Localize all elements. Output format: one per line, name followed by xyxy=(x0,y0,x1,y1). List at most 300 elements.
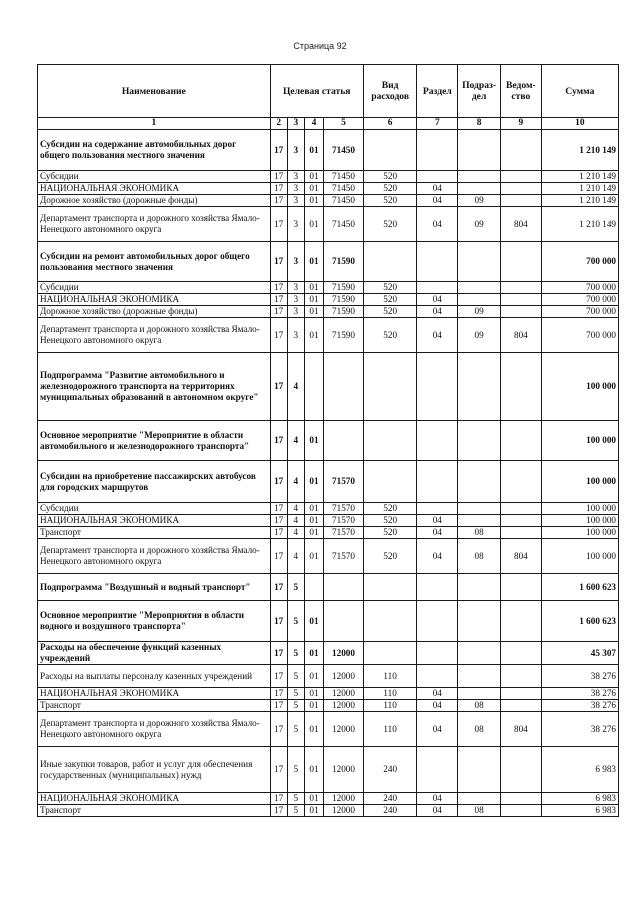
table-row xyxy=(38,195,619,207)
target-code-1: 17 xyxy=(270,712,287,747)
row-name: Субсидии на содержание автомобильных дорог общего пользования местного значения xyxy=(38,130,271,171)
table-row xyxy=(38,183,619,195)
col-header-expense-type: Вид расходов xyxy=(363,65,417,118)
subsection-cell xyxy=(458,665,501,688)
target-code-3: 01 xyxy=(304,461,323,503)
target-code-1: 17 xyxy=(270,805,287,817)
target-code-4: 71450 xyxy=(324,171,364,183)
target-code-3: 01 xyxy=(304,195,323,207)
expense-type-cell: 240 xyxy=(363,805,417,817)
target-code-3: 01 xyxy=(304,688,323,700)
section-cell: 04 xyxy=(417,294,458,306)
target-code-4: 12000 xyxy=(324,665,364,688)
row-name: НАЦИОНАЛЬНАЯ ЭКОНОМИКА xyxy=(38,515,271,527)
section-cell xyxy=(417,282,458,294)
table-row xyxy=(38,712,619,747)
target-code-2: 3 xyxy=(287,130,304,171)
col-header-amount: Сумма xyxy=(541,65,618,118)
amount-cell: 1 210 149 xyxy=(541,183,618,195)
section-cell: 04 xyxy=(417,183,458,195)
target-code-3: 01 xyxy=(304,793,323,805)
col-number: 10 xyxy=(541,118,618,130)
subsection-cell xyxy=(458,503,501,515)
amount-cell: 1 600 623 xyxy=(541,574,618,601)
subsection-cell xyxy=(458,574,501,601)
department-cell xyxy=(501,461,542,503)
col-number: 8 xyxy=(458,118,501,130)
target-code-2: 4 xyxy=(287,503,304,515)
expense-type-cell: 520 xyxy=(363,527,417,539)
target-code-1: 17 xyxy=(270,130,287,171)
target-code-1: 17 xyxy=(270,747,287,793)
target-code-4: 71450 xyxy=(324,207,364,242)
department-cell xyxy=(501,747,542,793)
target-code-2: 4 xyxy=(287,539,304,574)
target-code-1: 17 xyxy=(270,282,287,294)
amount-cell: 100 000 xyxy=(541,515,618,527)
col-number: 4 xyxy=(304,118,323,130)
expense-type-cell xyxy=(363,574,417,601)
department-cell xyxy=(501,183,542,195)
target-code-3: 01 xyxy=(304,747,323,793)
subsection-cell: 08 xyxy=(458,539,501,574)
department-cell xyxy=(501,282,542,294)
target-code-2: 5 xyxy=(287,574,304,601)
subsection-cell xyxy=(458,515,501,527)
table-row xyxy=(38,207,619,242)
target-code-2: 5 xyxy=(287,688,304,700)
department-cell xyxy=(501,130,542,171)
expense-type-cell: 520 xyxy=(363,195,417,207)
amount-cell: 1 210 149 xyxy=(541,130,618,171)
target-code-1: 17 xyxy=(270,461,287,503)
expense-type-cell xyxy=(363,642,417,665)
section-cell: 04 xyxy=(417,793,458,805)
amount-cell: 100 000 xyxy=(541,461,618,503)
target-code-2: 3 xyxy=(287,318,304,353)
page-header: Страница 92 xyxy=(293,41,347,51)
target-code-1: 17 xyxy=(270,353,287,421)
section-cell xyxy=(417,503,458,515)
table-row xyxy=(38,306,619,318)
expense-type-cell: 520 xyxy=(363,183,417,195)
target-code-4 xyxy=(324,574,364,601)
amount-cell: 1 210 149 xyxy=(541,171,618,183)
target-code-2: 5 xyxy=(287,700,304,712)
amount-cell: 38 276 xyxy=(541,712,618,747)
section-cell xyxy=(417,130,458,171)
target-code-3: 01 xyxy=(304,805,323,817)
target-code-2: 4 xyxy=(287,515,304,527)
row-name: Основное мероприятие "Мероприятия в области водного и воздушного транспорта" xyxy=(38,601,271,642)
section-cell xyxy=(417,574,458,601)
target-code-2: 5 xyxy=(287,601,304,642)
table-row xyxy=(38,793,619,805)
target-code-1: 17 xyxy=(270,539,287,574)
target-code-3: 01 xyxy=(304,515,323,527)
table-row xyxy=(38,353,619,421)
department-cell: 804 xyxy=(501,318,542,353)
target-code-1: 17 xyxy=(270,318,287,353)
target-code-4: 12000 xyxy=(324,747,364,793)
target-code-4: 71590 xyxy=(324,318,364,353)
table-row xyxy=(38,421,619,461)
target-code-4: 71590 xyxy=(324,282,364,294)
row-name: Субсидии xyxy=(38,171,271,183)
target-code-4: 71450 xyxy=(324,183,364,195)
row-name: Субсидии xyxy=(38,503,271,515)
section-cell: 04 xyxy=(417,515,458,527)
target-code-1: 17 xyxy=(270,183,287,195)
section-cell: 04 xyxy=(417,700,458,712)
table-row xyxy=(38,747,619,793)
table-row xyxy=(38,527,619,539)
subsection-cell xyxy=(458,747,501,793)
table-row xyxy=(38,130,619,171)
col-header-department: Ведом- ство xyxy=(501,65,542,118)
target-code-3 xyxy=(304,574,323,601)
target-code-2: 3 xyxy=(287,306,304,318)
expense-type-cell: 520 xyxy=(363,515,417,527)
table-row xyxy=(38,688,619,700)
section-cell: 04 xyxy=(417,712,458,747)
target-code-4: 71450 xyxy=(324,195,364,207)
subsection-cell: 08 xyxy=(458,700,501,712)
row-name: Расходы на выплаты персоналу казенных учреждений xyxy=(38,665,271,688)
row-name: Департамент транспорта и дорожного хозяйства Ямало-Ненецкого автономного округа xyxy=(38,539,271,574)
amount-cell: 100 000 xyxy=(541,503,618,515)
col-number: 5 xyxy=(324,118,364,130)
expense-type-cell: 520 xyxy=(363,294,417,306)
target-code-2: 4 xyxy=(287,461,304,503)
expense-type-cell xyxy=(363,130,417,171)
col-number: 3 xyxy=(287,118,304,130)
target-code-2: 5 xyxy=(287,793,304,805)
row-name: Дорожное хозяйство (дорожные фонды) xyxy=(38,195,271,207)
subsection-cell xyxy=(458,601,501,642)
amount-cell: 100 000 xyxy=(541,539,618,574)
department-cell xyxy=(501,665,542,688)
expense-type-cell: 110 xyxy=(363,712,417,747)
target-code-3: 01 xyxy=(304,318,323,353)
target-code-1: 17 xyxy=(270,574,287,601)
target-code-3: 01 xyxy=(304,665,323,688)
col-number: 1 xyxy=(38,118,271,130)
target-code-4: 71590 xyxy=(324,294,364,306)
row-name: Транспорт xyxy=(38,527,271,539)
row-name: НАЦИОНАЛЬНАЯ ЭКОНОМИКА xyxy=(38,183,271,195)
target-code-2: 3 xyxy=(287,282,304,294)
col-number: 9 xyxy=(501,118,542,130)
subsection-cell: 09 xyxy=(458,195,501,207)
target-code-2: 3 xyxy=(287,207,304,242)
section-cell xyxy=(417,601,458,642)
col-header-target: Целевая статья xyxy=(270,65,363,118)
target-code-2: 3 xyxy=(287,242,304,282)
target-code-2: 5 xyxy=(287,665,304,688)
expense-type-cell: 520 xyxy=(363,503,417,515)
row-name: Дорожное хозяйство (дорожные фонды) xyxy=(38,306,271,318)
target-code-2: 4 xyxy=(287,527,304,539)
target-code-4 xyxy=(324,353,364,421)
row-name: НАЦИОНАЛЬНАЯ ЭКОНОМИКА xyxy=(38,793,271,805)
amount-cell: 700 000 xyxy=(541,242,618,282)
table-row xyxy=(38,665,619,688)
amount-cell: 100 000 xyxy=(541,421,618,461)
department-cell xyxy=(501,503,542,515)
table-row xyxy=(38,642,619,665)
department-cell xyxy=(501,688,542,700)
department-cell xyxy=(501,306,542,318)
department-cell xyxy=(501,353,542,421)
target-code-4: 12000 xyxy=(324,642,364,665)
target-code-1: 17 xyxy=(270,700,287,712)
department-cell xyxy=(501,421,542,461)
section-cell: 04 xyxy=(417,527,458,539)
target-code-1: 17 xyxy=(270,527,287,539)
col-number: 6 xyxy=(363,118,417,130)
target-code-2: 3 xyxy=(287,195,304,207)
row-name: НАЦИОНАЛЬНАЯ ЭКОНОМИКА xyxy=(38,294,271,306)
table-row xyxy=(38,242,619,282)
table-row xyxy=(38,461,619,503)
department-cell xyxy=(501,515,542,527)
target-code-3: 01 xyxy=(304,503,323,515)
section-cell xyxy=(417,665,458,688)
row-name: Департамент транспорта и дорожного хозяйства Ямало-Ненецкого автономного округа xyxy=(38,712,271,747)
target-code-3: 01 xyxy=(304,601,323,642)
target-code-2: 4 xyxy=(287,421,304,461)
amount-cell: 700 000 xyxy=(541,282,618,294)
target-code-4: 71570 xyxy=(324,503,364,515)
row-name: Подпрограмма "Развитие автомобильного и железнодорожного транспорта на территориях муниципальных образований в автономном округе" xyxy=(38,353,271,421)
row-name: Субсидии xyxy=(38,282,271,294)
target-code-3: 01 xyxy=(304,282,323,294)
section-cell: 04 xyxy=(417,805,458,817)
section-cell xyxy=(417,171,458,183)
target-code-3 xyxy=(304,353,323,421)
department-cell xyxy=(501,195,542,207)
target-code-3: 01 xyxy=(304,130,323,171)
department-cell: 804 xyxy=(501,539,542,574)
expense-type-cell: 110 xyxy=(363,665,417,688)
table-row xyxy=(38,700,619,712)
target-code-4: 12000 xyxy=(324,688,364,700)
amount-cell: 6 983 xyxy=(541,805,618,817)
expense-type-cell xyxy=(363,353,417,421)
target-code-2: 3 xyxy=(287,171,304,183)
table-row xyxy=(38,574,619,601)
target-code-1: 17 xyxy=(270,207,287,242)
amount-cell: 1 600 623 xyxy=(541,601,618,642)
subsection-cell xyxy=(458,688,501,700)
department-cell xyxy=(501,171,542,183)
target-code-1: 17 xyxy=(270,195,287,207)
target-code-1: 17 xyxy=(270,793,287,805)
subsection-cell: 09 xyxy=(458,306,501,318)
subsection-cell xyxy=(458,461,501,503)
subsection-cell xyxy=(458,294,501,306)
target-code-3: 01 xyxy=(304,712,323,747)
row-name: Транспорт xyxy=(38,805,271,817)
target-code-1: 17 xyxy=(270,421,287,461)
amount-cell: 100 000 xyxy=(541,527,618,539)
table-row xyxy=(38,601,619,642)
expense-type-cell xyxy=(363,242,417,282)
table-row xyxy=(38,294,619,306)
target-code-2: 5 xyxy=(287,712,304,747)
subsection-cell: 08 xyxy=(458,527,501,539)
target-code-3: 01 xyxy=(304,306,323,318)
target-code-2: 5 xyxy=(287,805,304,817)
budget-table xyxy=(37,64,619,817)
subsection-cell xyxy=(458,421,501,461)
subsection-cell xyxy=(458,642,501,665)
row-name: Транспорт xyxy=(38,700,271,712)
subsection-cell xyxy=(458,242,501,282)
subsection-cell xyxy=(458,171,501,183)
department-cell: 804 xyxy=(501,207,542,242)
target-code-1: 17 xyxy=(270,642,287,665)
subsection-cell: 09 xyxy=(458,318,501,353)
target-code-4: 71590 xyxy=(324,242,364,282)
header-row xyxy=(38,65,619,118)
expense-type-cell: 520 xyxy=(363,318,417,353)
subsection-cell xyxy=(458,130,501,171)
target-code-3: 01 xyxy=(304,207,323,242)
row-name: НАЦИОНАЛЬНАЯ ЭКОНОМИКА xyxy=(38,688,271,700)
subsection-cell xyxy=(458,353,501,421)
amount-cell: 38 276 xyxy=(541,665,618,688)
department-cell xyxy=(501,574,542,601)
subsection-cell: 09 xyxy=(458,207,501,242)
section-cell: 04 xyxy=(417,207,458,242)
row-name: Основное мероприятие "Мероприятие в области автомобильного и железнодорожного транспорта" xyxy=(38,421,271,461)
table-row xyxy=(38,318,619,353)
row-name: Подпрограмма "Воздушный и водный транспорт" xyxy=(38,574,271,601)
amount-cell: 6 983 xyxy=(541,747,618,793)
amount-cell: 1 210 149 xyxy=(541,207,618,242)
target-code-2: 5 xyxy=(287,747,304,793)
target-code-3: 01 xyxy=(304,242,323,282)
expense-type-cell: 240 xyxy=(363,747,417,793)
target-code-1: 17 xyxy=(270,515,287,527)
target-code-1: 17 xyxy=(270,601,287,642)
target-code-1: 17 xyxy=(270,503,287,515)
target-code-3: 01 xyxy=(304,700,323,712)
amount-cell: 100 000 xyxy=(541,353,618,421)
department-cell xyxy=(501,642,542,665)
target-code-2: 5 xyxy=(287,642,304,665)
target-code-1: 17 xyxy=(270,306,287,318)
col-header-section: Раздел xyxy=(417,65,458,118)
table-row xyxy=(38,515,619,527)
department-cell xyxy=(501,242,542,282)
target-code-4 xyxy=(324,601,364,642)
target-code-3: 01 xyxy=(304,527,323,539)
target-code-3: 01 xyxy=(304,539,323,574)
target-code-2: 4 xyxy=(287,353,304,421)
expense-type-cell: 520 xyxy=(363,171,417,183)
section-cell xyxy=(417,353,458,421)
expense-type-cell: 240 xyxy=(363,793,417,805)
expense-type-cell: 110 xyxy=(363,700,417,712)
target-code-4: 71590 xyxy=(324,306,364,318)
amount-cell: 38 276 xyxy=(541,688,618,700)
row-name: Расходы на обеспечение функций казенных учреждений xyxy=(38,642,271,665)
department-cell xyxy=(501,793,542,805)
expense-type-cell xyxy=(363,461,417,503)
col-number: 2 xyxy=(270,118,287,130)
target-code-4: 12000 xyxy=(324,712,364,747)
section-cell: 04 xyxy=(417,195,458,207)
department-cell xyxy=(501,805,542,817)
amount-cell: 1 210 149 xyxy=(541,195,618,207)
target-code-1: 17 xyxy=(270,665,287,688)
table-row xyxy=(38,539,619,574)
amount-cell: 38 276 xyxy=(541,700,618,712)
section-cell xyxy=(417,642,458,665)
table-row xyxy=(38,805,619,817)
subsection-cell xyxy=(458,282,501,294)
department-cell xyxy=(501,294,542,306)
target-code-3: 01 xyxy=(304,421,323,461)
target-code-1: 17 xyxy=(270,688,287,700)
amount-cell: 700 000 xyxy=(541,306,618,318)
section-cell: 04 xyxy=(417,318,458,353)
expense-type-cell: 110 xyxy=(363,688,417,700)
row-name: Департамент транспорта и дорожного хозяйства Ямало-Ненецкого автономного округа xyxy=(38,207,271,242)
target-code-1: 17 xyxy=(270,242,287,282)
target-code-4 xyxy=(324,421,364,461)
subsection-cell: 08 xyxy=(458,805,501,817)
department-cell xyxy=(501,601,542,642)
target-code-3: 01 xyxy=(304,183,323,195)
section-cell xyxy=(417,461,458,503)
target-code-3: 01 xyxy=(304,294,323,306)
subsection-cell xyxy=(458,183,501,195)
expense-type-cell xyxy=(363,421,417,461)
amount-cell: 45 307 xyxy=(541,642,618,665)
amount-cell: 6 983 xyxy=(541,793,618,805)
target-code-3: 01 xyxy=(304,642,323,665)
target-code-4: 12000 xyxy=(324,700,364,712)
target-code-1: 17 xyxy=(270,171,287,183)
target-code-1: 17 xyxy=(270,294,287,306)
target-code-4: 12000 xyxy=(324,805,364,817)
section-cell: 04 xyxy=(417,688,458,700)
section-cell xyxy=(417,242,458,282)
row-name: Субсидии на приобретение пассажирских автобусов для городских маршрутов xyxy=(38,461,271,503)
target-code-4: 71570 xyxy=(324,527,364,539)
column-number-row xyxy=(38,118,619,130)
expense-type-cell: 520 xyxy=(363,282,417,294)
department-cell xyxy=(501,700,542,712)
department-cell: 804 xyxy=(501,712,542,747)
table-row xyxy=(38,282,619,294)
target-code-2: 3 xyxy=(287,183,304,195)
row-name: Субсидии на ремонт автомобильных дорог общего пользования местного значения xyxy=(38,242,271,282)
amount-cell: 700 000 xyxy=(541,318,618,353)
target-code-4: 71570 xyxy=(324,539,364,574)
target-code-4: 71570 xyxy=(324,515,364,527)
section-cell: 04 xyxy=(417,539,458,574)
department-cell xyxy=(501,527,542,539)
expense-type-cell xyxy=(363,601,417,642)
subsection-cell: 08 xyxy=(458,712,501,747)
row-name: Иные закупки товаров, работ и услуг для обеспечения государственных (муниципальных) нужд xyxy=(38,747,271,793)
col-header-subsection: Подраз- дел xyxy=(458,65,501,118)
